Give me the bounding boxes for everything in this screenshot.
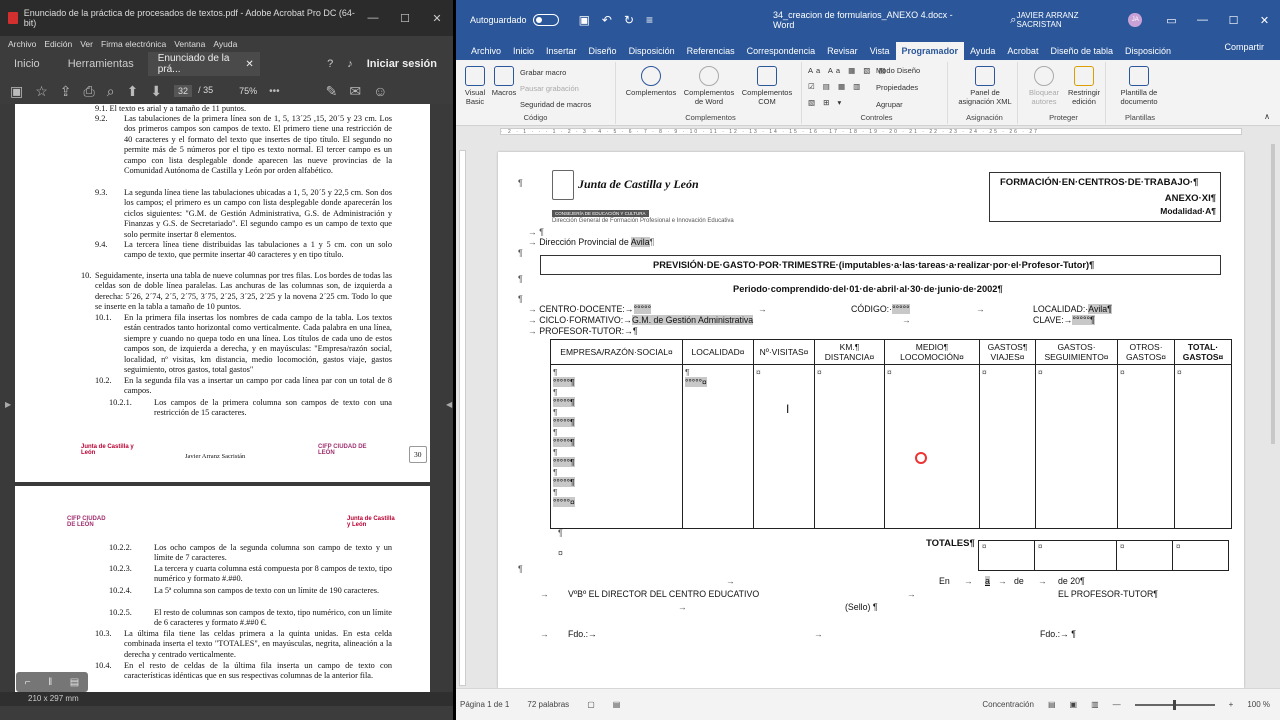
tab-arrow: → — [907, 589, 916, 599]
tab-inicio[interactable]: Inicio — [14, 58, 40, 70]
tab-document[interactable] — [148, 52, 260, 76]
p1021: Los campos de la primera columna son campos de texto con una restricción de 15 caracteres. — [154, 398, 392, 418]
user-name[interactable]: JAVIER ARRANZ SACRISTAN — [1016, 11, 1079, 29]
acrobat-tabs — [0, 52, 453, 76]
acrobat-window — [0, 0, 453, 720]
fct-title: FORMACIÓN·EN·CENTROS·DE·TRABAJO·¶ — [1000, 177, 1199, 188]
logo-cifp-2: CIFP CIUDAD DE LEÓN — [67, 516, 106, 528]
acrobat-toolbar — [0, 78, 453, 104]
p93: La segunda línea tiene las tabulaciones ubicadas a 1, 5, 20´5 y 22,5 cm. Son dos los campos; el primero es un campo con lista desplegable donde aparecerán los ciclos siguientes: "G.M. de Gestión Administrativa, G.S. de Administración y Finanzas y G.S. de Secretariado". El segundo campo es un campo de texto que solo permite insertar 8 elementos. — [124, 188, 392, 239]
fdo-profesor: Fdo.:→ ¶ — [1040, 629, 1077, 639]
word-count[interactable]: 72 palabras — [527, 700, 570, 709]
xml-pane-icon — [975, 66, 995, 86]
tab-arrow: → — [976, 304, 985, 314]
group-complementos-label: Complementos — [685, 113, 736, 122]
tab-archivo[interactable]: Archivo — [471, 46, 502, 56]
empresa-field[interactable]: °°°°°¶ — [553, 477, 575, 487]
dir-prov-field[interactable]: Avila — [630, 237, 650, 247]
left-panel-toggle-icon[interactable]: ▶ — [5, 400, 12, 409]
search-icon[interactable]: ⌕ — [1010, 13, 1017, 26]
clave-field[interactable]: °°°°°¶ — [1072, 315, 1095, 325]
footer-author: Javier Arranz Sacristán — [185, 453, 246, 460]
page-count[interactable]: Página 1 de 1 — [460, 700, 510, 709]
vertical-scrollbar[interactable] — [1266, 138, 1280, 688]
empresa-field[interactable]: °°°°°¶ — [553, 437, 575, 447]
totals-row — [978, 540, 1229, 571]
otros-cell[interactable]: ¤ — [1118, 365, 1175, 529]
tab-ayuda[interactable]: Ayuda — [970, 46, 996, 56]
word-template-icon — [1129, 66, 1149, 86]
tab-arrow: → — [726, 576, 735, 586]
group-button[interactable]: Agrupar — [876, 100, 903, 109]
tab-arrow: → — [902, 315, 911, 325]
xml-mapping-button[interactable]: Panel de asignación XML — [956, 66, 1014, 106]
coat-of-arms-icon — [552, 170, 574, 200]
dir-prov-label: Dirección Provincial de — [539, 237, 631, 247]
minimize-icon[interactable]: — — [1197, 13, 1208, 26]
p102-num: 10.2. — [95, 376, 112, 385]
zoom-out-icon[interactable]: — — [1112, 700, 1121, 709]
pilcrow: ¶ — [518, 564, 523, 574]
group-codigo-label: Código — [523, 113, 548, 122]
group-complementos — [620, 62, 802, 124]
tab-arrow: → — [1038, 576, 1047, 586]
col-otros: OTROS· GASTOS¤ — [1118, 340, 1175, 365]
ribbon — [456, 60, 1280, 126]
expenses-table — [550, 339, 1232, 529]
up-arrow-icon[interactable]: ⬆ — [126, 82, 139, 99]
p104: En el resto de celdas de la última fila inserta un campo de texto con características idénticas que en sus respectivas columnas de la anterior fila. — [124, 661, 392, 681]
document-area[interactable] — [456, 138, 1280, 688]
record-macro-button[interactable]: Grabar macro — [520, 68, 567, 77]
page-total: / 35 — [198, 85, 214, 95]
p92-num: 9.2. — [95, 114, 108, 123]
macros-icon — [494, 66, 514, 86]
col-total: TOTAL· GASTOS¤ — [1175, 340, 1232, 365]
ciclo-dropdown[interactable]: G.M. de Gestión Administrativa — [631, 315, 754, 325]
search-icon[interactable]: ⌕ — [106, 82, 115, 99]
total-otros[interactable]: ¤ — [1117, 541, 1173, 571]
logo-sub: CONSEJERÍA DE EDUCACIÓN Y CULTURA — [552, 210, 649, 217]
tab-inicio[interactable]: Inicio — [513, 46, 535, 56]
tab-arrow: → — [540, 629, 549, 639]
codigo-field[interactable]: °°°°° — [892, 304, 910, 314]
logo-jcyl-2: Junta de Castilla y León — [347, 516, 395, 528]
zoom-select[interactable]: 75% — [239, 86, 258, 96]
tab-document-label: Enunciado de la prá... — [157, 53, 230, 75]
block-authors-button: Bloquear autores — [1024, 66, 1064, 106]
autosave-toggle[interactable] — [533, 14, 559, 26]
p103: La última fila tiene las celdas primera a la quinta unidas. En esta celda combinada inserta el texto "TOTALES", en mayúsculas, negrita, alineación a la derecha y centrado verticalmente. — [124, 629, 392, 659]
logo-title: Junta de Castilla y León — [578, 177, 699, 191]
p1021-num: 10.2.1. — [109, 398, 132, 407]
director-label: VºBº EL DIRECTOR DEL CENTRO EDUCATIVO — [568, 589, 760, 599]
complementos-button[interactable]: Complementos — [622, 66, 680, 97]
localidad-field[interactable]: Avila¶ — [1088, 304, 1112, 314]
pilcrow: ¶ — [558, 528, 563, 538]
word-statusbar — [456, 688, 1280, 720]
pilcrow: ¶ — [518, 294, 523, 304]
de20-label: de 20¶ — [1058, 576, 1085, 586]
totales-label: TOTALES¶ — [926, 538, 975, 549]
acrobat-title: Enunciado de la práctica de procesados de textos.pdf - Adobe Acrobat Pro DC (64-bit) — [23, 8, 355, 28]
acrobat-menubar — [0, 36, 453, 52]
p93-num: 9.3. — [95, 188, 108, 197]
tab-referencias[interactable]: Referencias — [686, 46, 735, 56]
p102: En la segunda fila vas a insertar un campo por cada línea par con un total de 8 campos. — [124, 376, 392, 396]
tab-arrow: → — [758, 304, 767, 314]
p101: En la primera fila insertas los nombres de cada campo de la tabla. Los textos están centrados tanto horizontal como verticalmente. Cada palabra en una línea, siempre y cuando no quepa todo en una línea. Los títulos de cada uno de estos campos son, de izquierda a derecha, y en mayúsculas: "Empresa/razón social, localidad, nº visitas, km distancia, medio locomoción, gastos viaje, gastos seguimiento, otros gastos, total gastos" — [124, 313, 392, 375]
p1025-num: 10.2.5. — [109, 608, 132, 617]
word-doc-title: 34_creacion de formularios_ANEXO 4.docx - Word — [773, 10, 953, 30]
prevision-title: PREVISIÓN·DE·GASTO·POR·TRIMESTRE·(imputables·a·las·tareas·a·realizar·por·el·Profesor-Tutor)¶ — [653, 260, 1095, 270]
tab-arrow: → — [998, 576, 1007, 586]
menu-ver[interactable]: Ver — [80, 39, 93, 49]
autosave-label: Autoguardado — [470, 15, 527, 25]
group-codigo — [456, 62, 616, 124]
profesor-tutor-label: EL PROFESOR-TUTOR¶ — [1058, 589, 1159, 599]
date-day-field[interactable]: a — [985, 576, 990, 586]
ciclo-label: CICLO·FORMATIVO:→ — [539, 315, 632, 325]
total-gastos-viajes[interactable]: ¤ — [979, 541, 1035, 571]
col-localidad: LOCALIDAD¤ — [683, 340, 754, 365]
codigo-line — [851, 304, 910, 314]
tab-diseno[interactable]: Diseño — [588, 46, 617, 56]
group-plantillas-label: Plantillas — [1124, 113, 1155, 122]
km-cell[interactable]: ¤ — [815, 365, 885, 529]
empresa-field[interactable]: °°°°°¶ — [553, 377, 575, 387]
logo-jcyl: Junta de Castilla y León — [81, 444, 134, 456]
p1024-num: 10.2.4. — [109, 586, 132, 595]
restrict-editing-button[interactable]: Restringir edición — [1064, 66, 1104, 106]
tab-programador[interactable]: Programador — [896, 42, 965, 60]
floating-toolbar — [16, 672, 88, 692]
account-icon[interactable]: ☺ — [373, 83, 388, 99]
close-icon[interactable]: ✕ — [432, 12, 442, 25]
group-proteger-label: Proteger — [1049, 113, 1078, 122]
total-cell[interactable]: ¤ — [1175, 365, 1232, 529]
p92: Las tabulaciones de la primera línea son de 1, 5, 13´25 ,15, 20´5 y 23 cm. Los dos primeros campos son campos de texto. El primero tiene una restricción de 40 caracteres y el formato del texto que insertes de tipo título. El segundo no permite más de 5 números por el tipo es texto normal. El tercer campo es un campo con lista desplegable donde aparecen las nueve provincias de la Comunidad Autónoma de Castilla y León por orden alfabético. — [124, 114, 392, 176]
p91: 9.1. El texto es arial y a tamaño de 11 puntos. — [95, 104, 247, 113]
gear-icon — [699, 66, 719, 86]
share-button[interactable]: Compartir — [1224, 42, 1264, 52]
centro-field[interactable]: °°°°° — [633, 304, 652, 314]
document-template-button[interactable]: Plantilla de documento — [1114, 66, 1164, 106]
pdf-viewport[interactable] — [0, 104, 453, 706]
clave-label: CLAVE:→ — [1033, 315, 1073, 325]
sign-icon[interactable]: ✎ — [325, 82, 338, 99]
horizontal-ruler[interactable] — [456, 126, 1280, 138]
text-cursor-icon: I — [786, 402, 790, 416]
legacy-tools-icon[interactable]: ▧ ⊞ ▾ — [808, 98, 845, 107]
p94: La tercera línea tiene distribuidas las tabulaciones a 1 y 5 cm. con un solo campo de texto, que permite insertar 40 caracteres y en tipo título. — [124, 240, 392, 260]
pilcrow: ¶ — [518, 248, 523, 258]
localidad-table-field[interactable]: °°°°°¤ — [685, 377, 707, 387]
tab-herramientas[interactable]: Herramientas — [67, 58, 134, 70]
localidad-line — [1033, 304, 1112, 314]
logo-dir: Dirección General de Formación Profesional e Innovación Educativa — [552, 218, 734, 224]
localidad-cell: ¶ °°°°°¤ — [683, 365, 754, 529]
content-controls-row1[interactable]: Aa Aa ▦ ▧ ▤ — [808, 66, 889, 75]
fdo-director: Fdo.:→ — [568, 629, 597, 639]
col-km: KM.¶ DISTANCIA¤ — [815, 340, 885, 365]
help-icon[interactable]: ? — [327, 58, 334, 70]
p94-num: 9.4. — [95, 240, 108, 249]
word-addins-button[interactable]: Complementos de Word — [680, 66, 738, 106]
p1025: El resto de columnas son campos de texto, tipo numérico, con un límite de 6 caracteres y formato #.##0 €. — [154, 608, 392, 628]
undo-icon[interactable]: ↶ — [601, 13, 612, 27]
dir-prov-line: → Dirección Provincial de Avila¶ — [528, 237, 655, 247]
scroll-thumb[interactable] — [1271, 144, 1275, 444]
p10: Seguidamente, inserta una tabla de nueve columnas por tres filas. Los bordes de todas las celdas son de doble línea paralelas. Las anchuras de las columnas son, de izquierda a derecha: 5´26, 2´74, 2´5, 2´75, 3´75, 2´25, 3´25, 2´25 y la novena 2´25 cm. Todo lo que se inserte en la tabla a tamaño de 10 puntos. — [95, 271, 392, 312]
tab-arrow: → — [678, 602, 687, 612]
p10-num: 10. — [81, 271, 92, 280]
tab-arrow: → — [540, 589, 549, 599]
visual-basic-icon — [465, 66, 485, 86]
cell-marker: ¤ — [558, 548, 563, 558]
p1023-num: 10.2.3. — [109, 564, 132, 573]
group-controles-label: Controles — [860, 113, 893, 122]
p1023: La tercera y cuarta columna está compuesta por 8 campos de texto, tipo numérico y formato #.##0. — [154, 564, 392, 584]
pdf-page-1 — [15, 104, 430, 482]
proofing-icon[interactable]: ▢ — [587, 700, 595, 709]
periodo-text: Periodo·comprendido·del·01·de·abril·al·30·de·junio·de·2002¶ — [733, 284, 1003, 294]
acrobat-titlebar — [0, 0, 453, 36]
col-gastos-seguimiento: GASTOS· SEGUIMIENTO¤ — [1036, 340, 1118, 365]
minimize-icon[interactable]: — — [367, 11, 379, 24]
macros-button[interactable]: Macros — [490, 66, 518, 97]
content-controls-row2[interactable]: ☑ ▤ ▦ ▥ — [808, 82, 864, 91]
col-visitas: Nº·VISITAS¤ — [754, 340, 815, 365]
empresa-field[interactable]: °°°°°¶ — [553, 417, 575, 427]
clave-line — [1033, 315, 1095, 325]
tab-arrow: → — [814, 629, 823, 639]
codigo-label: CÓDIGO:· — [851, 304, 893, 314]
design-mode-button[interactable]: Modo Diseño — [876, 66, 921, 75]
customize-icon[interactable]: ≡ — [646, 13, 654, 27]
gastos-seguimiento-cell[interactable]: ¤ — [1036, 365, 1118, 529]
prevision-box — [540, 255, 1221, 275]
avatar[interactable]: JA — [1128, 13, 1142, 27]
macro-security-button[interactable]: Seguridad de macros — [520, 100, 592, 109]
focus-button[interactable]: Concentración — [982, 700, 1034, 709]
trash-icon[interactable]: ▤ — [69, 676, 80, 688]
tab-disposicion-tabla[interactable]: Disposición — [1125, 46, 1172, 56]
star-icon[interactable]: ☆ — [35, 82, 48, 99]
tab-revisar[interactable]: Revisar — [827, 46, 858, 56]
page-number-input[interactable]: 32 — [174, 85, 192, 97]
localidad-label: LOCALIDAD:· — [1033, 304, 1089, 314]
group-asignacion-label: Asignación — [966, 113, 1003, 122]
logo-cifp: CIFP CIUDAD DE LEÓN — [318, 444, 367, 456]
medio-cell[interactable]: ¤ — [885, 365, 980, 529]
tab-diseno-tabla[interactable]: Diseño de tabla — [1050, 46, 1113, 56]
com-addins-button[interactable]: Complementos COM — [738, 66, 796, 106]
upload-icon[interactable]: ⇪ — [59, 82, 72, 99]
pause-icon[interactable]: ‖ — [48, 676, 53, 688]
empresa-field[interactable]: °°°°°¶ — [553, 397, 575, 407]
redo-icon[interactable]: ↻ — [623, 13, 635, 27]
en-label: En — [939, 576, 950, 586]
print-layout-icon[interactable]: ▣ — [1069, 700, 1078, 709]
menu-ventana[interactable]: Ventana — [174, 39, 206, 49]
p103-num: 10.3. — [95, 629, 112, 638]
maximize-icon[interactable]: ☐ — [400, 12, 410, 25]
select-icon[interactable]: ⌐ — [24, 676, 31, 688]
zoom-in-icon[interactable]: + — [1228, 700, 1234, 709]
centro-label: CENTRO·DOCENTE:→ — [539, 304, 634, 314]
group-asignacion — [952, 62, 1018, 124]
acrobat-page-size: 210 x 297 mm — [0, 692, 453, 706]
pilcrow: ¶ — [518, 274, 523, 284]
down-arrow-icon[interactable]: ⬇ — [150, 82, 163, 99]
fct-header-box — [989, 172, 1221, 222]
p1022: Los ocho campos de la segunda columna son campo de texto y un límite de 7 caracteres. — [154, 543, 392, 563]
p1024: La 5ª columna son campos de texto con un límite de 190 caracteres. — [154, 586, 380, 595]
login-button[interactable]: Iniciar sesión — [366, 58, 437, 70]
tab-arrow: → — [964, 576, 973, 586]
web-layout-icon[interactable]: ▥ — [1091, 700, 1099, 709]
col-gastos-viajes: GASTOS¶ VIAJES¤ — [980, 340, 1036, 365]
read-mode-icon[interactable]: ▤ — [1047, 700, 1056, 709]
pilcrow: ¶ — [518, 178, 523, 188]
centro-line: → CENTRO·DOCENTE:→°°°°° — [528, 304, 652, 314]
vertical-ruler[interactable] — [459, 150, 466, 686]
group-plantillas — [1110, 62, 1170, 124]
click-indicator-icon — [915, 452, 927, 464]
visual-basic-button[interactable]: Visual Basic — [460, 66, 490, 106]
menu-ayuda[interactable]: Ayuda — [213, 39, 238, 49]
word-window — [456, 0, 1280, 720]
profesor-label: PROFESOR-TUTOR:→¶ — [539, 326, 638, 336]
lock-doc-icon — [1074, 66, 1094, 86]
word-ribbon-tabs — [456, 40, 1280, 60]
tab-disposicion[interactable]: Disposición — [628, 46, 675, 56]
modalidad-label: Modalidad·A¶ — [1160, 206, 1216, 216]
properties-button[interactable]: Propiedades — [876, 83, 919, 92]
zoom-slider[interactable] — [1135, 704, 1215, 706]
word-titlebar — [456, 0, 1280, 40]
col-empresa: EMPRESA/RAZÓN·SOCIAL¤ — [551, 340, 683, 365]
total-gastos-seguimiento[interactable]: ¤ — [1035, 541, 1117, 571]
empresa-cell: ¶ °°°°°¶ ¶ °°°°°¶ ¶ °°°°°¶ ¶ °°°°°¶ ¶ °°°°°¶ ¶ °°°°°¶ ¶ °°°°°¤ — [551, 365, 683, 529]
p104-num: 10.4. — [95, 661, 112, 670]
table-header-row — [551, 340, 1232, 365]
bell-icon[interactable]: ♪ — [347, 58, 353, 70]
tab-vista[interactable]: Vista — [869, 46, 890, 56]
de-label: de — [1014, 576, 1024, 586]
menu-edicion[interactable]: Edición — [44, 39, 73, 49]
anexo-label: ANEXO·XI¶ — [1164, 193, 1216, 204]
right-panel-toggle-icon[interactable]: ◀ — [446, 400, 453, 409]
word-page[interactable] — [498, 152, 1244, 688]
gastos-viajes-cell[interactable]: ¤ — [980, 365, 1036, 529]
collapse-ribbon-icon[interactable]: ∧ — [1264, 112, 1270, 121]
visitas-cell[interactable]: ¤ — [754, 365, 815, 529]
group-controles — [806, 62, 948, 124]
pilcrow: → ¶ — [528, 227, 544, 237]
save-icon[interactable]: ▣ — [578, 13, 590, 27]
more-icon[interactable]: ••• — [269, 85, 280, 97]
sello-label: (Sello) ¶ — [845, 602, 878, 612]
group-proteger — [1022, 62, 1106, 124]
pdf-icon — [8, 12, 18, 24]
table-row — [551, 365, 1232, 529]
total-total[interactable]: ¤ — [1173, 541, 1229, 571]
ruler-ticks: · 2 · 1 · · · 1 · 2 · 3 · 4 · 5 · 6 · 7 · 8 · 9 · 10 · 11 · 12 · 13 · 14 · 15 · 16 · 17 · 18 · 19 · 20 · 21 · 22 · 23 · 24 · 25 · 26 · 27 — [500, 128, 1242, 135]
addins-icon — [641, 66, 661, 86]
ciclo-line: → CICLO·FORMATIVO:→G.M. de Gestión Administrativa — [528, 315, 754, 325]
tab-correspondencia[interactable]: Correspondencia — [746, 46, 816, 56]
p1022-num: 10.2.2. — [109, 543, 132, 552]
profesor-line: → PROFESOR-TUTOR:→¶ — [528, 326, 638, 336]
person-icon — [1034, 66, 1054, 86]
mail-icon[interactable]: ✉ — [349, 82, 362, 99]
close-icon[interactable]: ✕ — [1259, 14, 1270, 27]
maximize-icon[interactable]: ☐ — [1228, 14, 1239, 27]
footer-page: 30 — [409, 446, 427, 463]
menu-archivo[interactable]: Archivo — [8, 39, 37, 49]
col-medio: MEDIO¶ LOCOMOCIÓN¤ — [885, 340, 980, 365]
tab-acrobat[interactable]: Acrobat — [1007, 46, 1039, 56]
com-addins-icon — [757, 66, 777, 86]
empresa-field[interactable]: °°°°°¤ — [553, 497, 575, 507]
tab-insertar[interactable]: Insertar — [546, 46, 577, 56]
macro-record-icon[interactable]: ▤ — [612, 700, 621, 709]
p101-num: 10.1. — [95, 313, 112, 322]
print-icon[interactable]: ⎙ — [83, 82, 95, 99]
pause-recording-button: Pausar grabación — [520, 84, 579, 93]
zoom-level[interactable]: 100 % — [1247, 700, 1270, 709]
menu-firma[interactable]: Firma electrónica — [101, 39, 167, 49]
empresa-field[interactable]: °°°°°¶ — [553, 457, 575, 467]
tab-close-icon[interactable]: ✕ — [245, 58, 254, 70]
ribbon-display-icon[interactable]: ▭ — [1166, 14, 1177, 27]
save-icon[interactable]: ▣ — [10, 82, 24, 99]
